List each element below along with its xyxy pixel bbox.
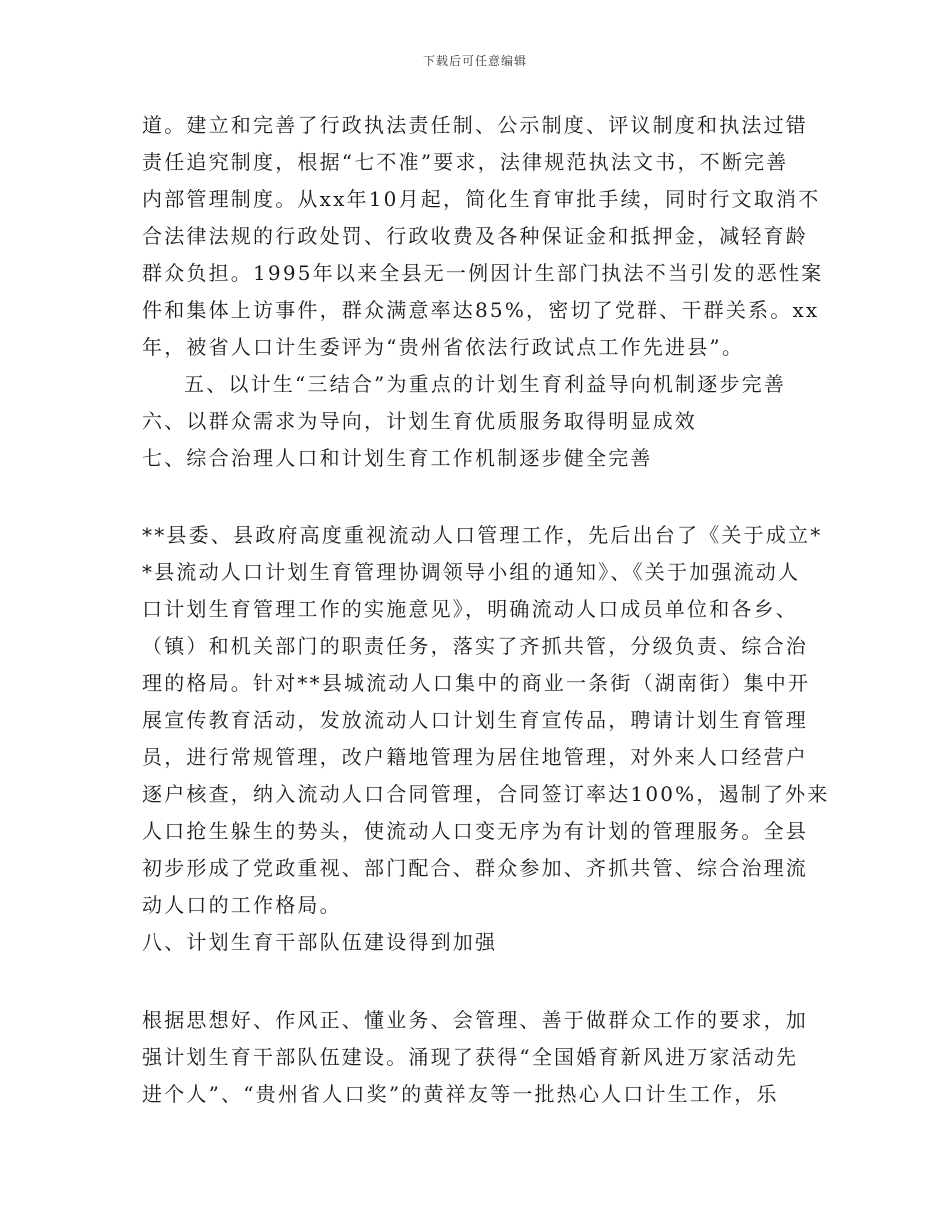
section-heading-8: 八、计划生育干部队伍建设得到加强: [142, 930, 498, 954]
body-line: *县流动人口计划生育管理协调领导小组的通知》、《关于加强流动人: [142, 560, 801, 584]
body-line: 年，被省人口计生委评为“贵州省依法行政试点工作先进县”。: [142, 335, 745, 359]
body-line: 动人口的工作格局。: [142, 893, 342, 917]
body-line: 内部管理制度。从xx年10月起，简化生育审批手续，同时行文取消不: [142, 187, 821, 211]
body-line: 责任追究制度，根据“七不准”要求，法律规范执法文书，不断完善: [142, 150, 789, 174]
body-line: 逐户核查，纳入流动人口合同管理，合同签订率达100%，遏制了外来: [142, 782, 830, 806]
body-line: 口计划生育管理工作的实施意见》，明确流动人口成员单位和各乡、: [142, 597, 798, 621]
section-heading-6: 六、以群众需求为导向，计划生育优质服务取得明显成效: [142, 409, 697, 433]
body-line: 群众负担。1995年以来全县无一例因计生部门执法不当引发的恶性案: [142, 261, 824, 285]
page-header: 下载后可任意编辑: [422, 54, 527, 68]
body-line: 件和集体上访事件，群众满意率达85%，密切了党群、干群关系。xx: [142, 298, 820, 322]
body-line: 进个人”、“贵州省人口奖”的黄祥友等一批热心人口计生工作，乐: [142, 1082, 779, 1106]
body-line: 人口抢生躲生的势头，使流动人口变无序为有计划的管理服务。全县: [142, 819, 808, 843]
body-line: 展宣传教育活动，发放流动人口计划生育宣传品，聘请计划生育管理: [142, 708, 808, 732]
section-heading-5: 五、以计生“三结合”为重点的计划生育利益导向机制逐步完善: [184, 372, 787, 396]
body-line: 理的格局。针对**县城流动人口集中的商业一条街（湖南街）集中开: [142, 671, 811, 695]
body-line: 初步形成了党政重视、部门配合、群众参加、齐抓共管、综合治理流: [142, 856, 808, 880]
section-heading-7: 七、综合治理人口和计划生育工作机制逐步健全完善: [142, 446, 653, 470]
body-line: 强计划生育干部队伍建设。涌现了获得“全国婚育新风进万家活动先: [142, 1045, 799, 1069]
body-line: 道。建立和完善了行政执法责任制、公示制度、评议制度和执法过错: [142, 113, 808, 137]
body-line: （镇）和机关部门的职责任务，落实了齐抓共管，分级负责、综合治: [142, 634, 808, 658]
body-line: 员，进行常规管理，改户籍地管理为居住地管理，对外来人口经营户: [142, 745, 808, 769]
body-line: 合法律法规的行政处罚、行政收费及各种保证金和抵押金，减轻育龄: [142, 224, 808, 248]
body-line: **县委、县政府高度重视流动人口管理工作，先后出台了《关于成立*: [142, 523, 823, 547]
body-line: 根据思想好、作风正、懂业务、会管理、善于做群众工作的要求，加: [142, 1008, 808, 1032]
